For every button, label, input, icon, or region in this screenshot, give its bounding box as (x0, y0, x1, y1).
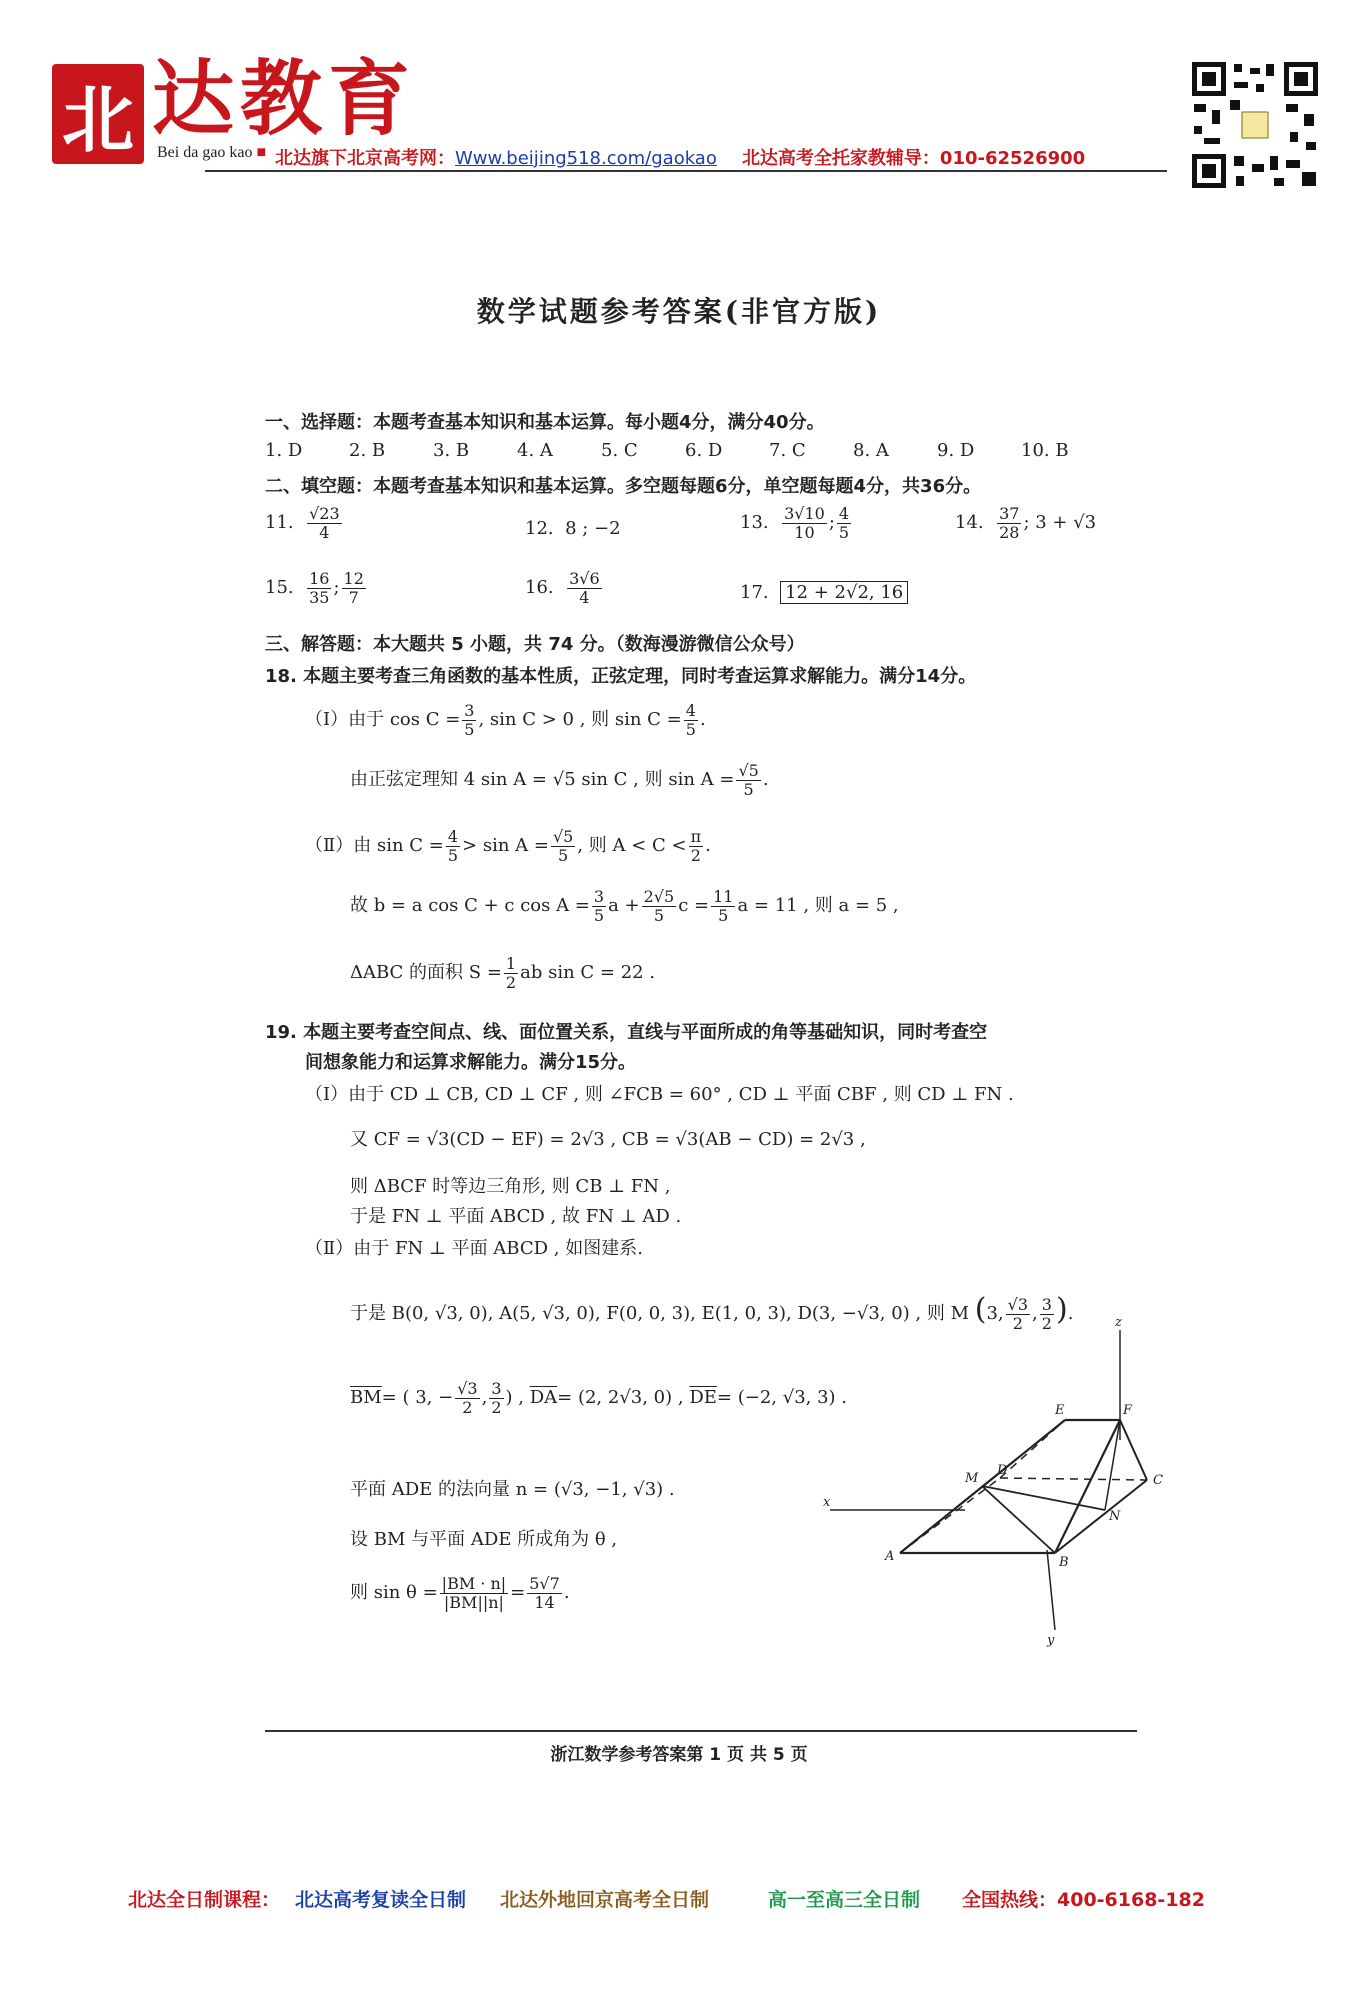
q18-line-2: 由正弦定理知 4 sin A = √5 sin C , 则 sin A = $\frac{√5}{5}$ . (350, 761, 769, 799)
ad-link-repeat[interactable]: 北达高考复读全日制 (295, 1889, 467, 1911)
section-heading: 三、解答题：本大题共 5 小题，共 74 分。（数海漫游微信公众号） (265, 634, 805, 655)
header-info (275, 144, 1085, 170)
answer-item: 9. D (937, 440, 975, 461)
answer-item: 1. D (265, 440, 303, 461)
label-C: C (1153, 1473, 1163, 1488)
answer-item: 8. A (853, 440, 889, 461)
ad-link-return[interactable]: 北达外地回京高考全日制 (500, 1889, 710, 1911)
label-M: M (965, 1471, 979, 1486)
geometry-figure (815, 1310, 1175, 1650)
label-N: N (1109, 1509, 1121, 1524)
logo-text: 达教育 (152, 51, 417, 147)
answer-item: 6. D (685, 440, 723, 461)
answer-item: 4. A (517, 440, 553, 461)
label-x: x (823, 1495, 831, 1510)
segment-MB (982, 1486, 1055, 1553)
q19-line-5: （Ⅱ）由于 FN ⊥ 平面 ABCD , 如图建系. (305, 1238, 643, 1259)
edge-DC-dashed (1000, 1478, 1147, 1480)
section-heading: 二、填空题：本题考查基本知识和基本运算。多空题每题6分，单空题每题4分，共36分。 (265, 476, 982, 497)
question-18-heading: 18. 本题主要考查三角函数的基本性质，正弦定理，同时考查运算求解能力。满分14分。 (265, 666, 977, 687)
fill-answer-11: 11. $\frac{√23}{4}$ (265, 504, 340, 542)
page-title: 数学试题参考答案(非官方版) (476, 295, 882, 328)
q19-line-7: $\overline{BM}=$ ( 3, − $\frac{√3}{2}$ , $\frac{3}{2}$ ) , $\overline{DA}= (2$, 2√3, 0) , $\overline{DE}= (-2$, √3, 3) . (350, 1379, 848, 1417)
label-y: y (1047, 1633, 1055, 1648)
edge-DE-dashed (1000, 1420, 1065, 1478)
q18-line-1: （Ⅰ）由于 cos C = $\frac{3}{5}$ , sin C > 0 , 则 sin C = $\frac{4}{5}$ . (305, 701, 706, 739)
footer-divider (265, 1730, 1137, 1732)
fill-answer-17: 17. 12 + 2√2, 16 (740, 582, 908, 603)
label-z: z (1115, 1315, 1122, 1330)
section-heading: 一、选择题：本题考查基本知识和基本运算。每小题4分，满分40分。 (265, 412, 825, 433)
q19-line-6: 于是 B(0, √3, 0), A(5, √3, 0), F(0, 0, 3), E(1, 0, 3), D(3, −√3, 0) , 则 M (3, $\frac{√3}{2}$ , $\frac{3}{2}$ ). (350, 1292, 1074, 1333)
q19-line-9: 设 BM 与平面 ADE 所成角为 θ , (350, 1529, 618, 1550)
question-19-heading-cont: 间想象能力和运算求解能力。满分15分。 (305, 1052, 637, 1073)
edge-FB (1055, 1420, 1120, 1553)
question-19-heading: 19. 本题主要考查空间点、线、面位置关系，直线与平面所成的角等基础知识，同时考查空 (265, 1022, 988, 1043)
q19-line-8: 平面 ADE 的法向量 n = (√3, −1, √3) . (350, 1479, 675, 1500)
fill-answer-12: 12. 8 ; −2 (525, 518, 621, 539)
q19-line-2: 又 CF = √3(CD − EF) = 2√3 , CB = √3(AB − CD) = 2√3 , (350, 1129, 866, 1150)
logo-mark: 北 (52, 64, 144, 164)
label-D: D (997, 1463, 1008, 1478)
q18-line-3: （Ⅱ）由 sin C = $\frac{4}{5}$ > sin A = $\frac{√5}{5}$ , 则 A < C < $\frac{\pi}{2}$ . (305, 827, 711, 865)
choice-answers (265, 440, 1105, 461)
fill-answer-14: 14. $\frac{37}{28}$ ; 3 + √3 (955, 504, 1097, 542)
q18-line-4: 故 b = a cos C + c cos A = $\frac{3}{5}$ a + $\frac{2√5}{5}$ c = $\frac{11}{5}$ a = 11 , 则 a = 5 , (350, 887, 899, 925)
q19-line-10: 则 sin θ = $\frac{|BM \cdot n|}{|BM||n|}$ = $\frac{5√7}{14}$ . (350, 1574, 570, 1612)
site-link[interactable]: Www.beijing518.com/gaokao (455, 148, 717, 169)
ad-hotline: 全国热线：400-6168-182 (962, 1889, 1205, 1911)
label-F: F (1123, 1403, 1133, 1418)
label-A: A (885, 1549, 895, 1564)
header-divider (205, 170, 1167, 172)
answer-item: 3. B (433, 440, 470, 461)
q19-line-3: 则 ΔBCF 时等边三角形, 则 CB ⊥ FN , (350, 1176, 671, 1197)
q18-line-5: ΔABC 的面积 S = $\frac{1}{2}$ ab sin C = 22 . (350, 954, 656, 992)
ad-courses-label: 北达全日制课程： (128, 1889, 281, 1911)
q19-line-1: （Ⅰ）由于 CD ⊥ CB, CD ⊥ CF , 则 ∠FCB = 60° , CD ⊥ 平面 CBF , 则 CD ⊥ FN . (305, 1084, 1014, 1105)
tutor-label: 北达高考全托家教辅导：010-62526900 (741, 148, 1086, 169)
label-E: E (1055, 1403, 1065, 1418)
answer-item: 7. C (769, 440, 806, 461)
fill-answer-15: 15. $\frac{16}{35}$ ; $\frac{12}{7}$ (265, 569, 364, 607)
edge-FC (1120, 1420, 1147, 1480)
y-axis (1047, 1550, 1055, 1630)
ad-link-highschool[interactable]: 高一至高三全日制 (768, 1889, 921, 1911)
edge-CB (1055, 1480, 1147, 1553)
answer-item: 5. C (601, 440, 638, 461)
page-number: 浙江数学参考答案第 1 页 共 5 页 (550, 1745, 808, 1765)
label-B: B (1059, 1555, 1069, 1570)
logo-pinyin: Bei da gao kao ■ (157, 144, 267, 161)
fill-answer-13: 13. $\frac{3√10}{10}$ ; $\frac{4}{5}$ (740, 504, 850, 542)
qr-code-icon (1190, 60, 1320, 190)
q19-line-4: 于是 FN ⊥ 平面 ABCD , 故 FN ⊥ AD . (350, 1206, 682, 1227)
fill-answer-16: 16. $\frac{3√6}{4}$ (525, 569, 600, 607)
answer-item: 2. B (349, 440, 386, 461)
answer-item: 10. B (1021, 440, 1069, 461)
site-label: 北达旗下北京高考网： (275, 148, 455, 169)
